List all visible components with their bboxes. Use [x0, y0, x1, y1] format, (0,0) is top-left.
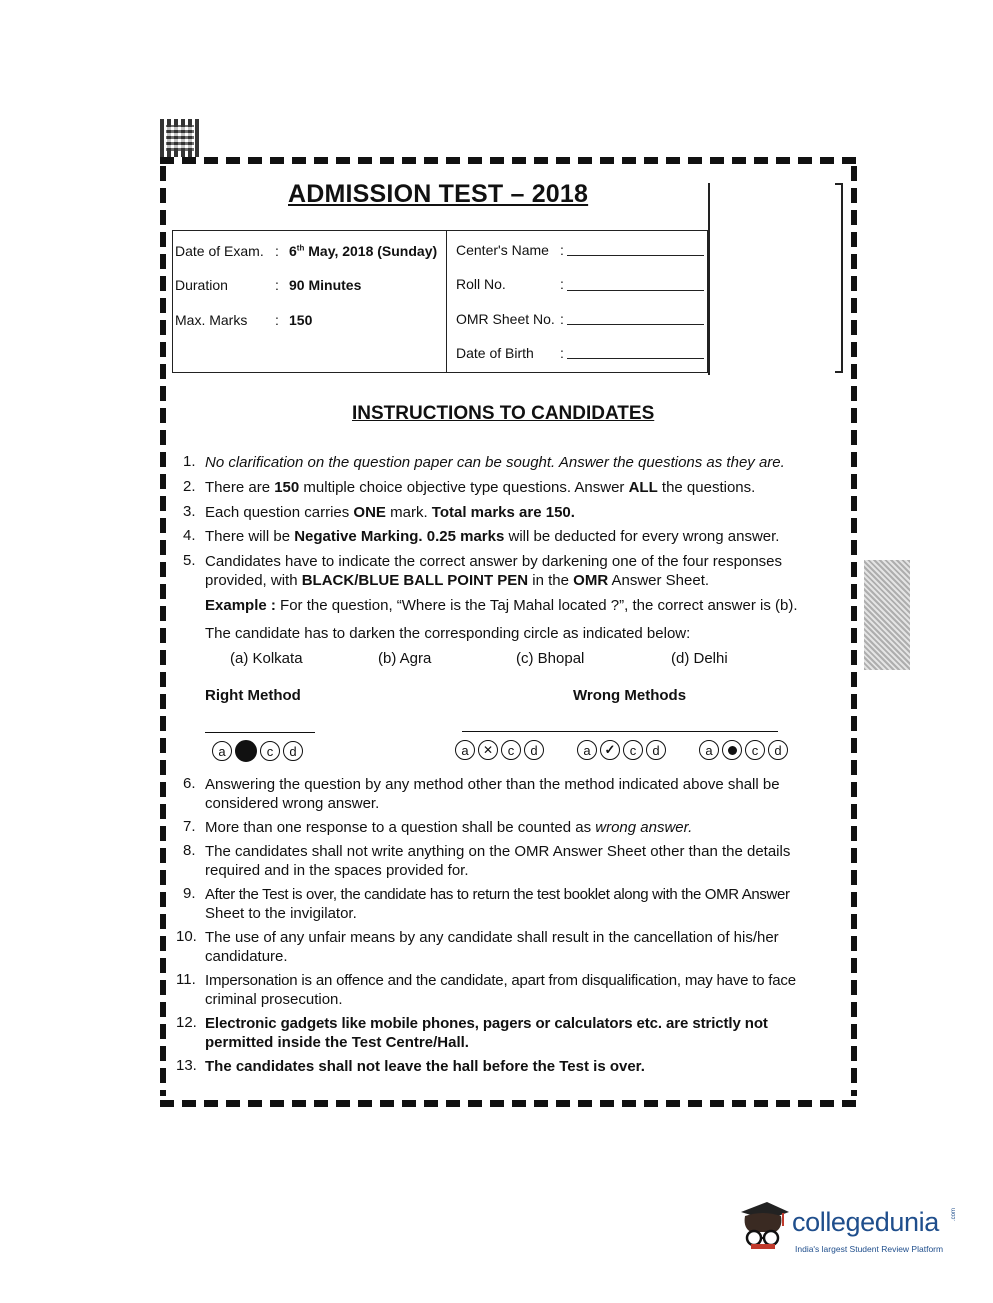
wrong-method-cross [455, 740, 547, 760]
instruction-13: The candidates shall not leave the hall before the Test is over. [205, 1058, 645, 1075]
logo-tagline: India's largest Student Review Platform [795, 1244, 944, 1254]
wrong-methods-label: Wrong Methods [573, 687, 687, 704]
center-name-field[interactable] [567, 255, 704, 256]
bracket-right [835, 183, 843, 373]
marks-value: 150 [289, 312, 313, 328]
instruction-6-line1: Answering the question by any method other than the method indicated above shall be [205, 776, 780, 793]
colon: : [275, 277, 279, 293]
option-b: (b) Agra [378, 650, 432, 667]
omr-sheet-field[interactable] [567, 324, 704, 325]
right-method-label: Right Method [205, 687, 301, 704]
bracket-line [708, 183, 710, 375]
item-number: 11. [176, 971, 196, 988]
item-number: 13. [176, 1057, 197, 1074]
bubble-c: c [501, 740, 521, 760]
colon: : [560, 345, 564, 361]
center-name-label: Center's Name [456, 242, 549, 258]
border-bottom [160, 1100, 858, 1107]
bubble-a: a [577, 740, 597, 760]
border-right [851, 166, 857, 1096]
wrong-methods-rule [462, 731, 778, 732]
item-number: 12. [176, 1014, 197, 1031]
instruction-11-line1: Impersonation is an offence and the candidate, apart from disqualification, may have to face [205, 972, 796, 989]
instruction-2: There are 150 multiple choice objective type questions. Answer ALL the questions. [205, 479, 756, 496]
instruction-5-line1: Candidates have to indicate the correct answer by darkening one of the four responses [205, 553, 783, 570]
bubble-d: d [283, 741, 303, 761]
roll-no-label: Roll No. [456, 276, 506, 292]
instruction-5-line4: The candidate has to darken the corresponding circle as indicated below: [205, 625, 691, 642]
bubble-c: c [745, 740, 765, 760]
instruction-4: There will be Negative Marking. 0.25 marks will be deducted for every wrong answer. [205, 528, 780, 545]
logo-com: .com [951, 1207, 957, 1221]
colon: : [275, 243, 279, 259]
item-number: 7. [183, 818, 196, 835]
instruction-11-line2: criminal prosecution. [205, 991, 343, 1008]
instruction-7: More than one response to a question shall be counted as wrong answer. [205, 819, 693, 836]
instruction-12-line2: permitted inside the Test Centre/Hall. [205, 1034, 469, 1051]
instruction-8-line1: The candidates shall not write anything on the OMR Answer Sheet other than the details [205, 843, 791, 860]
bubble-a: a [699, 740, 719, 760]
item-number: 2. [183, 478, 196, 495]
option-c: (c) Bhopal [516, 650, 585, 667]
option-a: (a) Kolkata [230, 650, 303, 667]
item-number: 6. [183, 775, 196, 792]
smudge-mark [864, 560, 910, 670]
bubble-a: a [455, 740, 475, 760]
date-value: 6th May, 2018 (Sunday) [289, 243, 438, 259]
bubble-ticked [600, 740, 620, 760]
item-number: 4. [183, 527, 196, 544]
colon: : [560, 311, 564, 327]
bubble-a: a [212, 741, 232, 761]
bubble-d: d [646, 740, 666, 760]
instruction-8-line2: required and in the spaces provided for. [205, 862, 469, 879]
option-d: (d) Delhi [671, 650, 728, 667]
colon: : [560, 276, 564, 292]
instruction-9-line2: Sheet to the invigilator. [205, 905, 357, 922]
item-number: 9. [183, 885, 196, 902]
wrong-method-tick [577, 740, 669, 760]
bubble-c: c [260, 741, 280, 761]
colon: : [560, 242, 564, 258]
instruction-9-line1: After the Test is over, the candidate has to return the test booklet along with the OMR Answer [205, 886, 790, 903]
instruction-3: Each question carries ONE mark. Total marks are 150. [205, 504, 575, 521]
bubble-crossed [478, 740, 498, 760]
collegedunia-logo: collegedunia [792, 1207, 939, 1237]
duration-value: 90 Minutes [289, 277, 362, 293]
right-method-bubbles [212, 740, 306, 762]
roll-no-field[interactable] [567, 290, 704, 291]
instruction-1: No clarification on the question paper can be sought. Answer the questions as they are. [205, 454, 785, 471]
item-number: 3. [183, 503, 196, 520]
dob-field[interactable] [567, 358, 704, 359]
marks-label: Max. Marks [175, 312, 248, 328]
wrong-method-dot [699, 740, 791, 760]
instruction-10-line2: candidature. [205, 948, 288, 965]
date-label: Date of Exam. [175, 243, 264, 259]
omr-sheet-label: OMR Sheet No. [456, 311, 555, 327]
collegedunia-mascot-icon [737, 1198, 791, 1252]
bubble-c: c [623, 740, 643, 760]
bubble-d: d [524, 740, 544, 760]
bubble-dotted [722, 740, 742, 760]
item-number: 5. [183, 552, 196, 569]
border-top [160, 157, 858, 164]
bubble-d: d [768, 740, 788, 760]
dob-label: Date of Birth [456, 345, 534, 361]
instruction-6-line2: considered wrong answer. [205, 795, 380, 812]
page-title: ADMISSION TEST – 2018 [288, 180, 589, 208]
colon: : [275, 312, 279, 328]
instructions-heading: INSTRUCTIONS TO CANDIDATES [352, 403, 655, 424]
border-left [160, 166, 166, 1096]
instruction-12-line1: Electronic gadgets like mobile phones, pagers or calculators etc. are strictly not [205, 1015, 768, 1032]
duration-label: Duration [175, 277, 228, 293]
instruction-10-line1: The use of any unfair means by any candidate shall result in the cancellation of his/her [205, 929, 779, 946]
item-number: 10. [176, 928, 197, 945]
instruction-5-line2: provided, with BLACK/BLUE BALL POINT PEN in the OMR Answer Sheet. [205, 572, 710, 589]
bubble-filled [235, 740, 257, 762]
item-number: 8. [183, 842, 196, 859]
item-number: 1. [183, 453, 196, 470]
right-method-rule [205, 732, 315, 733]
barcode-icon [160, 119, 200, 157]
instruction-5-example: Example : For the question, “Where is the Taj Mahal located ?”, the correct answer is (b). [205, 597, 798, 614]
